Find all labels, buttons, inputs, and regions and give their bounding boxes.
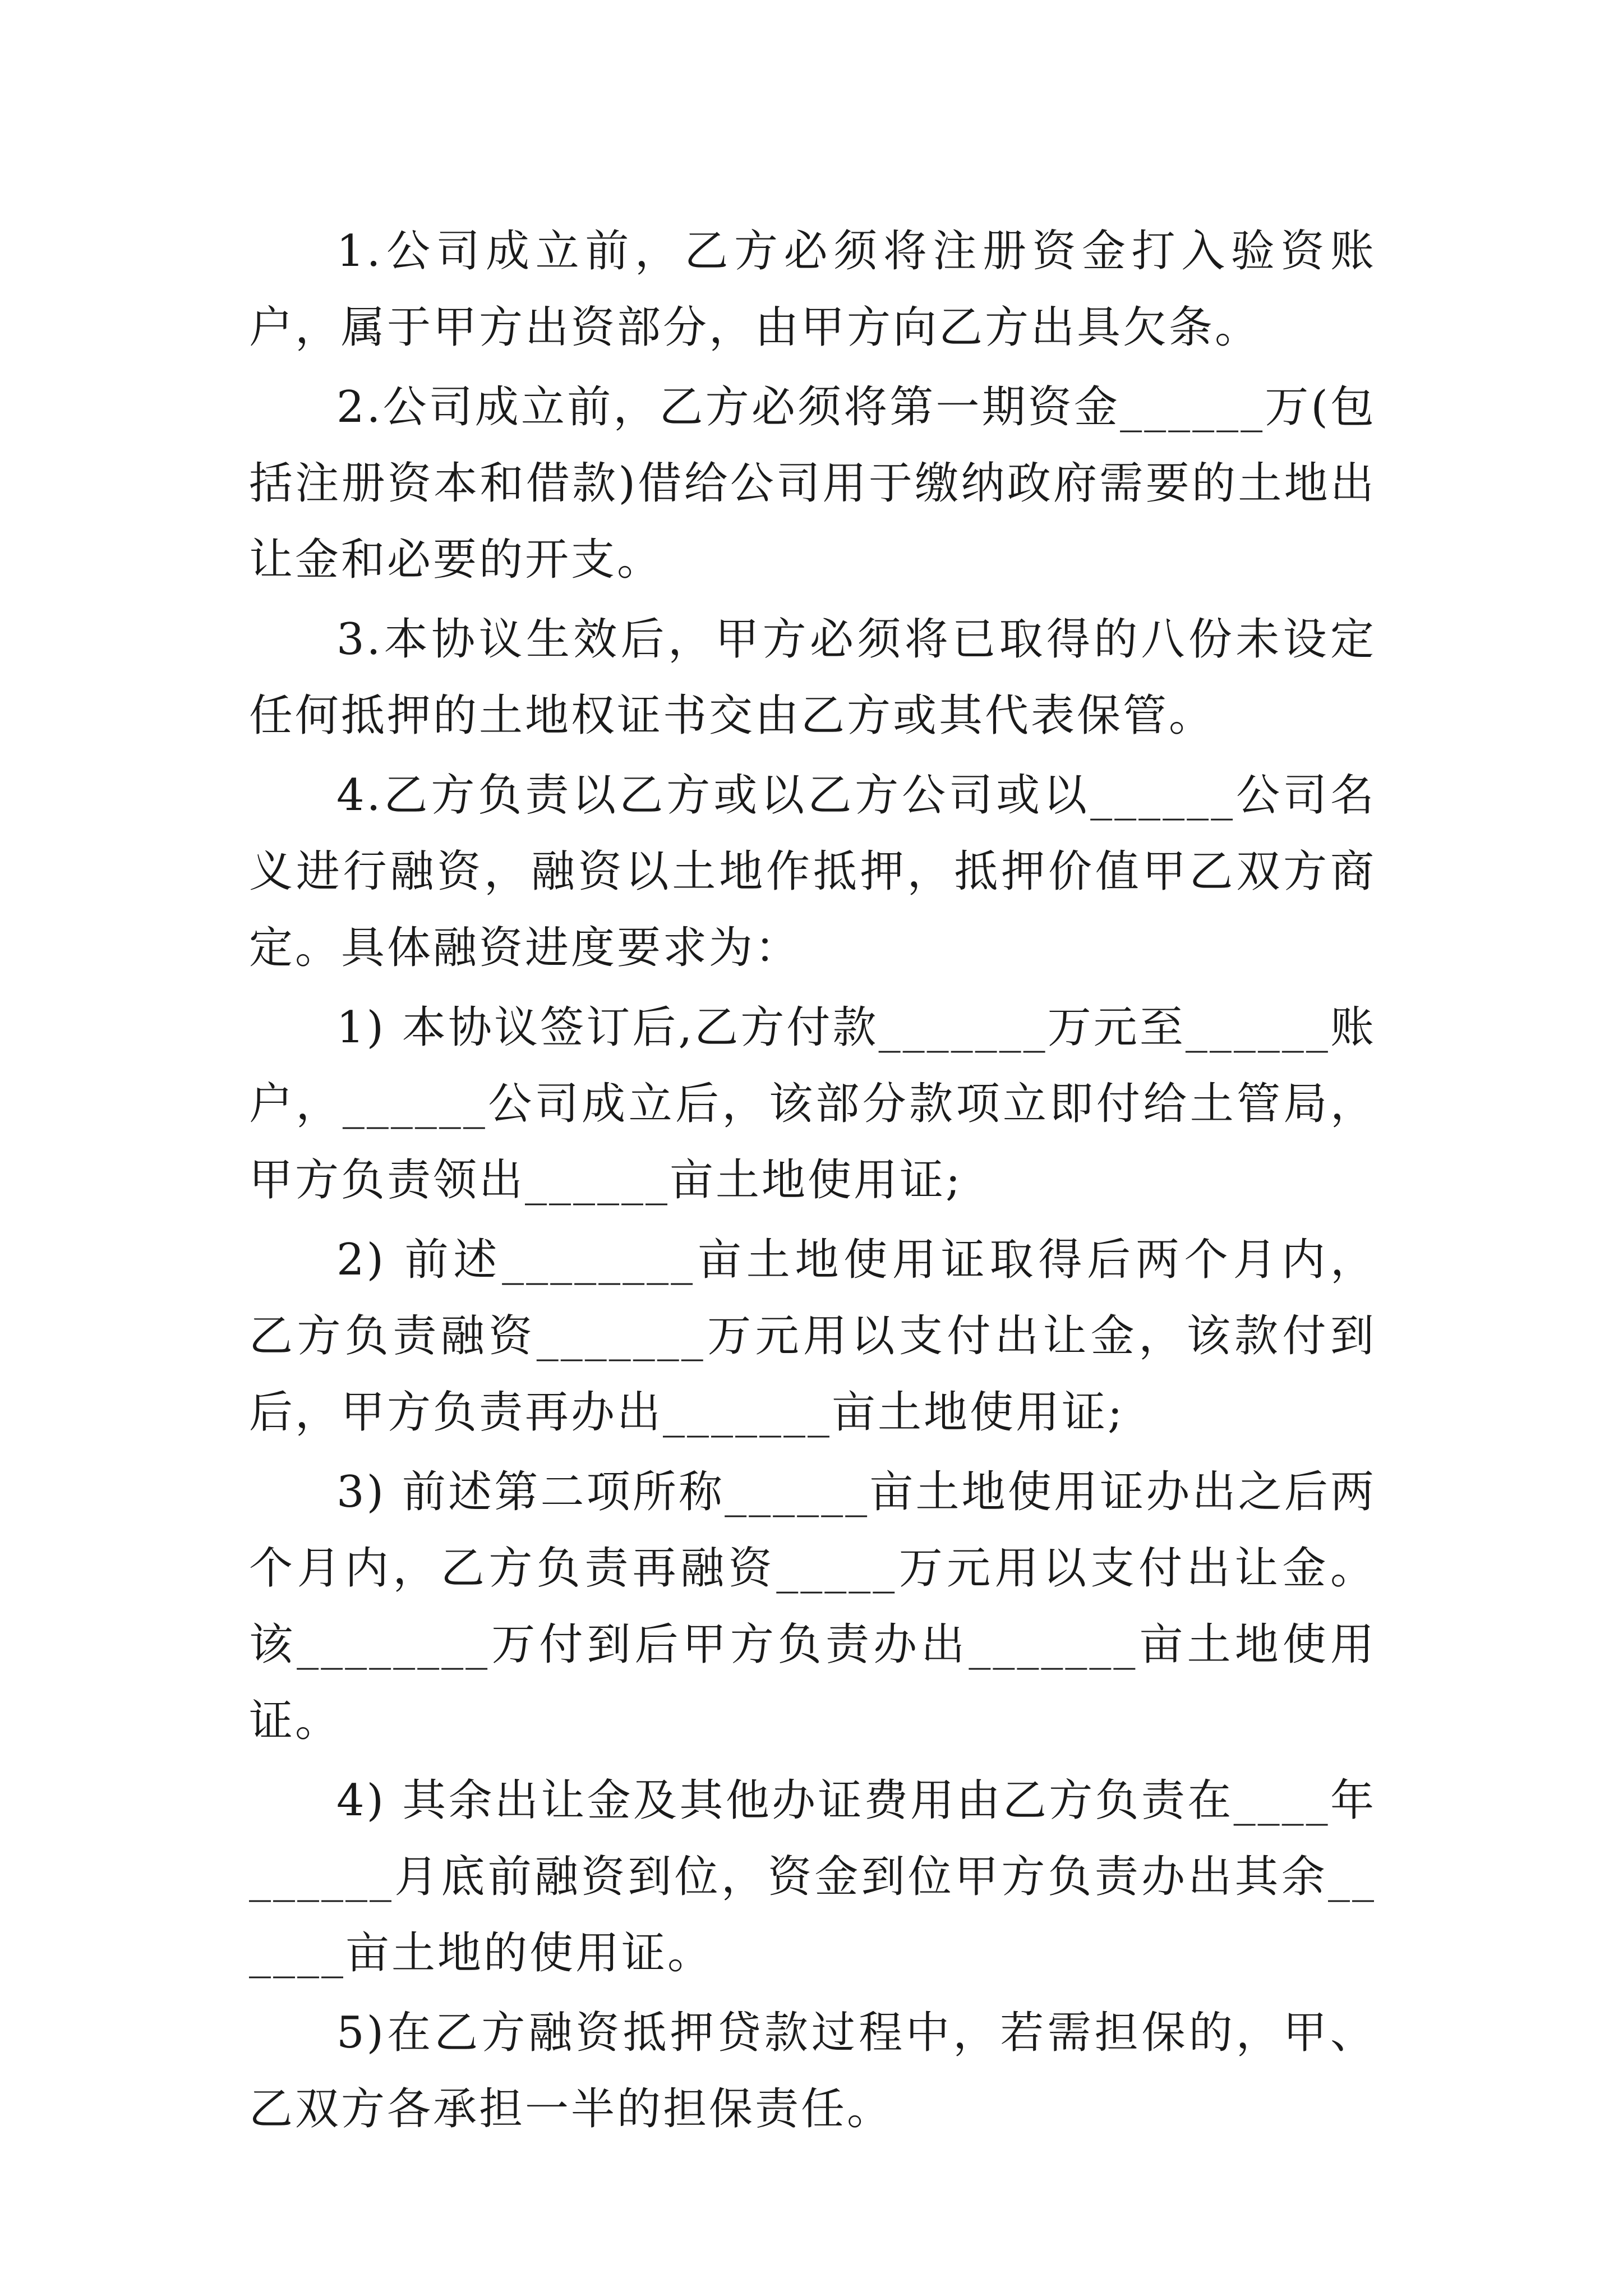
clause-1: 1.公司成立前，乙方必须将注册资金打入验资账户，属于甲方出资部分，由甲方向乙方出具欠条。 — [249, 226, 1376, 353]
clause-3: 3.本协议生效后，甲方必须将已取得的八份未设定任何抵押的土地权证书交由乙方或其代表保管。 — [249, 614, 1376, 741]
financing-step-2: 2) 前述________亩土地使用证取得后两个月内，乙方负责融资_______万元用以支付出让金，该款付到后，甲方负责再办出_______亩土地使用证; — [249, 1235, 1376, 1438]
clause-2: 2.公司成立前，乙方必须将第一期资金______万(包括注册资本和借款)借给公司用于缴纳政府需要的土地出让金和必要的开支。 — [249, 382, 1376, 585]
financing-step-3: 3) 前述第二项所称______亩土地使用证办出之后两个月内，乙方负责再融资_____万元用以支付出让金。该________万付到后甲方负责办出_______亩土地使用证。 — [249, 1467, 1376, 1746]
financing-step-4: 4) 其余出让金及其他办证费用由乙方负责在____年______月底前融资到位，资金到位甲方负责办出其余______亩土地的使用证。 — [249, 1775, 1376, 1978]
financing-step-1: 1) 本协议签订后,乙方付款_______万元至______账户，______公司成立后，该部分款项立即付给土管局，甲方负责领出______亩土地使用证; — [249, 1002, 1376, 1205]
document-body — [249, 213, 1376, 2151]
financing-step-5: 5)在乙方融资抵押贷款过程中，若需担保的，甲、乙双方各承担一半的担保责任。 — [249, 2008, 1376, 2134]
clause-4: 4.乙方负责以乙方或以乙方公司或以______公司名义进行融资，融资以土地作抵押，抵押价值甲乙双方商定。具体融资进度要求为： — [249, 770, 1376, 973]
